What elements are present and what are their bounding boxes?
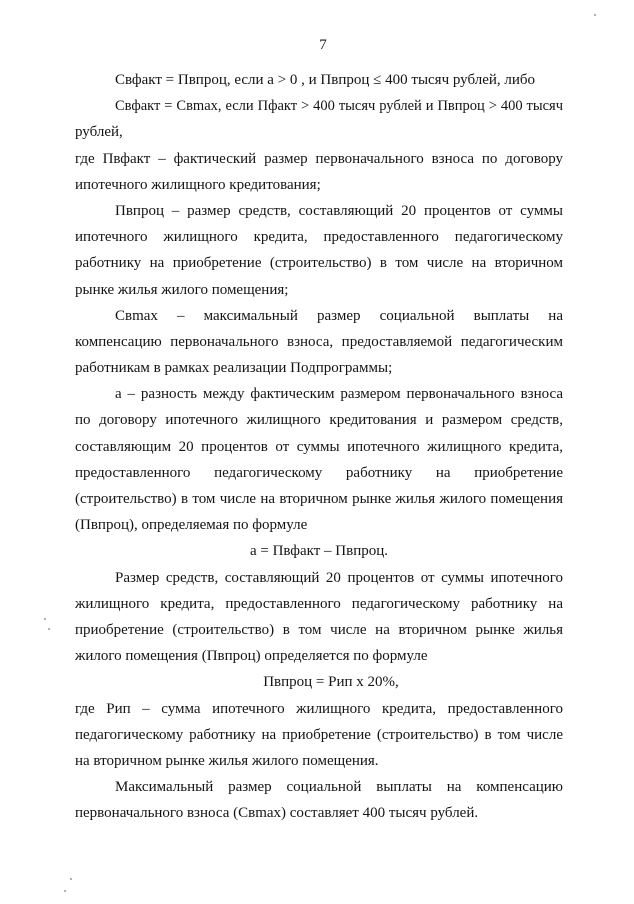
- scan-speck: [64, 890, 66, 892]
- text-line: жилищного кредита, предоставленного педагогическому работнику на: [75, 595, 563, 612]
- text-line: Свmax – максимальный размер социальной выплаты на: [115, 307, 563, 324]
- text-line: Максимальный размер социальной выплаты на компенсацию: [115, 779, 563, 796]
- text-line: составляющим 20 процентов от суммы ипотечного жилищного кредита,: [75, 438, 563, 455]
- text-line: Размер средств, составляющий 20 процентов от суммы ипотечного: [115, 569, 563, 586]
- body-paragraph: [75, 565, 563, 670]
- text-line: педагогическому работнику на приобретение (строительство) в том числе: [75, 726, 563, 743]
- text-line: рынке жилья жилого помещения;: [75, 281, 289, 298]
- body-paragraph: [75, 774, 563, 826]
- text-line: а – разность между фактическим размером первоначального взноса: [115, 386, 563, 403]
- text-line: работнику на приобретение (строительство) в том числе на вторичном: [75, 255, 563, 272]
- text-line: приобретение (строительство) в том числе на вторичном рынке жилья: [75, 621, 563, 638]
- text-line: Пвпроц = Рип х 20%,: [263, 674, 399, 691]
- formula-paragraph: [75, 93, 563, 145]
- text-line: где Рип – сумма ипотечного жилищного кредита, предоставленного: [75, 700, 563, 717]
- definition-paragraph: [75, 696, 563, 775]
- scan-speck: [594, 14, 596, 16]
- text-line: рублей,: [75, 124, 123, 141]
- text-line: по договору ипотечного жилищного кредитования и размером средств,: [75, 412, 563, 429]
- text-line: ипотечного жилищного кредитования;: [75, 176, 321, 193]
- text-line: где Пвфакт – фактический размер первоначального взноса по договору: [75, 150, 563, 167]
- definition-paragraph: [75, 198, 563, 303]
- text-line: компенсацию первоначального взноса, предоставляемой педагогическим: [75, 333, 563, 350]
- text-line: на вторичном рынке жилья жилого помещения.: [75, 752, 379, 769]
- document-body: [75, 67, 563, 826]
- centered-formula: [75, 538, 563, 564]
- text-line: предоставленного педагогическому работнику на приобретение: [75, 464, 563, 481]
- definition-paragraph: [75, 146, 563, 198]
- text-line: Пвпроц – размер средств, составляющий 20 процентов от суммы: [115, 202, 563, 219]
- scan-speck: [48, 628, 50, 630]
- text-line: ипотечного жилищного кредита, предоставленного педагогическому: [75, 229, 563, 246]
- text-line: (Пвпроц), определяемая по формуле: [75, 517, 308, 534]
- page-number: 7: [319, 37, 327, 53]
- text-line: работникам в рамках реализации Подпрограммы;: [75, 360, 393, 377]
- scan-speck: [44, 618, 46, 620]
- text-line: Свфакт = Пвпроц, если а > 0 , и Пвпроц ≤ 400 тысяч рублей, либо: [115, 72, 536, 88]
- definition-paragraph: [75, 381, 563, 538]
- definition-paragraph: [75, 303, 563, 382]
- text-line: Свфакт = Свmax, если Пфакт > 400 тысяч рублей и Пвпроц > 400 тысяч: [115, 98, 563, 115]
- text-line: а = Пвфакт – Пвпроц.: [249, 543, 389, 560]
- centered-formula: [75, 669, 563, 695]
- formula-paragraph: [75, 67, 563, 93]
- text-line: (строительство) в том числе на вторичном рынке жилья жилого помещения: [75, 491, 563, 507]
- text-line: жилого помещения (Пвпроц) определяется по формуле: [75, 648, 428, 665]
- text-line: первоначального взноса (Свmax) составляет 400 тысяч рублей.: [75, 805, 479, 822]
- scan-speck: [70, 878, 72, 880]
